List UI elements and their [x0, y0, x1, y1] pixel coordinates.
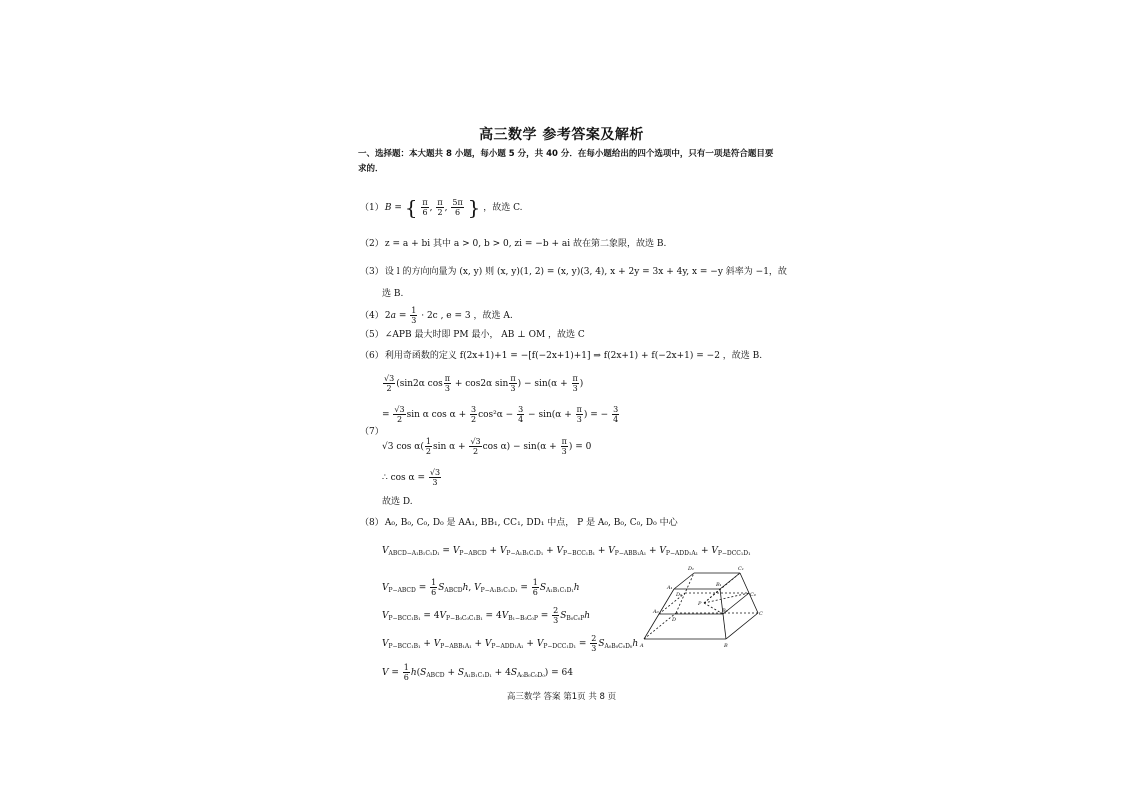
question-8	[360, 517, 678, 529]
page-title: 高三数学 参考答案及解析	[479, 127, 644, 143]
question-3	[360, 266, 787, 278]
answer-text: · 2c , e = 3 ，故选 A.	[421, 311, 513, 321]
frustum-figure	[636, 563, 766, 653]
q7-conclusion: 故选 D.	[382, 497, 413, 507]
question-number: （6）	[360, 351, 384, 361]
q7-line-2: = $\frac{√3}{2}$ sin α cos α + $\frac{3}{2}$ cos²α − $\frac{3}{4}$ − sin(α + $\frac{\pi}{3}$ ) = − $\frac{3}{4}$	[382, 405, 619, 424]
answer-text: 设 l 的方向向量为 (x, y) 则 (x, y)(1, 2) = (x, y)(3, 4), x + 2y = 3x + 4y, x = −y 斜率为 −1，故	[384, 267, 787, 277]
question-number: （4）	[360, 311, 384, 321]
label-D0: D₀	[676, 592, 683, 598]
q8-line-2: $V_{P-ABCD}$ = $\frac{1}{6}$ $S_{ABCD}h$, $V_{P-A_1B_1C_1D_1}$ = $\frac{1}{6}$ $S_{A_1B_1C_1D_1}h$	[382, 578, 580, 597]
question-number: （1）	[360, 203, 384, 213]
question-4: （4） 2a = $\frac{1}{3}$ · 2c , e = 3 ，故选 A.	[360, 306, 513, 325]
question-5	[360, 329, 585, 341]
label-D1: D₁	[688, 566, 695, 572]
answer-text: A₀, B₀, C₀, D₀ 是 AA₁, BB₁, CC₁, DD₁ 中点， P 是 A₀, B₀, C₀, D₀ 中心	[384, 518, 678, 528]
question-1: （1） B = { $\frac{\pi}{6}$ , $\frac{\pi}{2}$ , $\frac{5\pi}{6}$ } ，故选 C.	[360, 195, 523, 220]
question-number: （3）	[360, 267, 384, 277]
label-C: C	[759, 611, 763, 617]
question-3-continued: 选 B.	[382, 289, 404, 299]
q7-line-3: √3 cos α( $\frac{1}{2}$ sin α + $\frac{√3}{2}$ cos α) − sin(α + $\frac{\pi}{3}$ ) = 0	[382, 437, 592, 456]
answer-choice: ，故选 C.	[483, 203, 523, 213]
label-C1: C₁	[738, 566, 744, 572]
question-number: （5）	[360, 330, 384, 340]
label-B0: B₀	[722, 608, 728, 614]
label-B1: B₁	[716, 582, 722, 588]
question-7-number: （7）	[360, 427, 384, 437]
page-footer: 高三数学 答案 第1页 共 8 页	[506, 692, 617, 702]
q7-line-1: $\frac{√3}{2}$ (sin2α cos $\frac{\pi}{3}$ + cos2α sin $\frac{\pi}{3}$ ) − sin(α + $\frac{\pi}{3}$ )	[384, 374, 584, 393]
question-6	[360, 350, 762, 362]
q8-line-3: $V_{P-BCC_1B_1} = 4V_{P-B_0C_0C_1B_1} = 4V_{B_1-B_0C_0P}$ = $\frac{2}{3}$ $S_{B_0C_0P}h$	[382, 606, 591, 625]
final-value: = 64	[551, 668, 573, 678]
label-P: P	[698, 601, 702, 607]
answer-text: 利用奇函数的定义 f(2x+1)+1 = −[f(−2x+1)+1] ⇒ f(2x+1) + f(−2x+1) = −2 ，故选 B.	[384, 351, 763, 361]
label-B: B	[724, 643, 728, 649]
q8-line-1: $V_{ABCD-A_1B_1C_1D_1} = V_{P-ABCD} + V_{P-A_1B_1C_1D_1} + V_{P-BCC_1B_1} + V_{P-ABB_1A_1} + V_{P-ADD_1A_1} + V_{P-DCC_1D_1}$	[382, 546, 751, 557]
label-A: A	[640, 643, 644, 649]
label-A1: A₁	[667, 585, 673, 591]
question-number: （8）	[360, 518, 384, 528]
label-D: D	[672, 617, 677, 623]
question-number: （2）	[360, 239, 384, 249]
set-label: B =	[384, 203, 402, 213]
section-heading: 一、选择题：本大题共 8 小题，每小题 5 分，共 40 分．在每小题给出的四个选项中，只有一项是符合题目要求的．	[358, 149, 774, 174]
answer-text: ∠APB 最大时即 PM 最小， AB ⊥ OM ，故选 C	[384, 330, 585, 340]
q8-final: V = $\frac{1}{6}$ $h(S_{ABCD} + S_{A_1B_1C_1D_1} + 4S_{A_0B_0C_0D_0}) = 64$	[382, 663, 573, 682]
answer-text: z = a + bi 其中 a > 0, b > 0, zi = −b + ai 故在第二象限，故选 B.	[384, 239, 667, 249]
q7-line-4: ∴ cos α = $\frac{√3}{3}$	[382, 468, 441, 487]
q8-line-4: $V_{P-BCC_1B_1} + V_{P-ABB_1A_1} + V_{P-ADD_1A_1} + V_{P-DCC_1D_1}$ = $\frac{2}{3}$ $S_{A_0B_0C_0D_0}h$	[382, 634, 639, 653]
question-2	[360, 238, 666, 250]
label-A0: A₀	[653, 609, 659, 615]
label-C0: C₀	[750, 592, 756, 598]
